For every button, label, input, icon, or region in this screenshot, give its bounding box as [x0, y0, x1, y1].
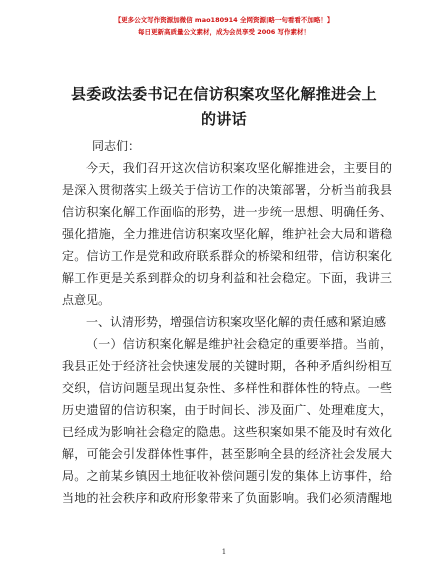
document-title	[56, 82, 392, 132]
paragraph-line: 强化措施，全力推进信访积案攻坚化解，维护社会大局和谐稳	[62, 227, 392, 241]
paragraph-line: 已经成为影响社会稳定的隐患。这些积案如果不能及时有效化	[62, 425, 392, 439]
paragraph-line: 定。信访工作是党和政府联系群众的桥梁和纽带，信访积案化	[62, 249, 392, 263]
paragraph-line: 点意见。	[62, 293, 111, 307]
page-number: 1	[221, 548, 227, 556]
paragraph-line: 解，可能会引发群体性事件，甚至影响全县的经济社会发展大	[62, 447, 392, 461]
paragraph-line: 我县正处于经济社会快速发展的关键时期，各种矛盾纠纷相互	[62, 359, 392, 373]
paragraph-line: 是深入贯彻落实上级关于信访工作的决策部署，分析当前我县	[62, 183, 392, 197]
paragraph-line: 解工作更是关系到群众的切身利益和社会稳定。下面，我讲三	[62, 271, 392, 285]
paragraph-line: （一）信访积案化解是维护社会稳定的重要举措。当前，	[86, 337, 392, 351]
section-heading-1	[62, 311, 392, 333]
promo-banner-line-2: 每日更新高质量公文素材，成为会员享受 2006 写作素材！	[137, 28, 311, 36]
salutation: 同志们：	[92, 139, 141, 153]
paragraph-line: 一、认清形势，增强信访积案攻坚化解的责任感和紧迫感	[86, 315, 387, 329]
paragraph-line: 历史遗留的信访积案，由于时间长、涉及面广、处理难度大，	[62, 403, 392, 417]
paragraph-line: 信访积案化解工作面临的形势，进一步统一思想、明确任务、	[62, 205, 392, 219]
document-title-line-2: 的讲话	[201, 110, 247, 128]
paragraph-line: 交织，信访问题呈现出复杂性、多样性和群体性的特点。一些	[62, 381, 392, 395]
paragraph-line: 当地的社会秩序和政府形象带来了负面影响。我们必须清醒地	[62, 491, 392, 505]
paragraph-intro	[62, 157, 392, 311]
paragraph-line: 局。之前某乡镇因土地征收补偿问题引发的集体上访事件，给	[62, 469, 392, 483]
document-title-line-1: 县委政法委书记在信访积案攻坚化解推进会上	[70, 85, 377, 103]
paragraph-subpoint-1	[62, 333, 392, 509]
promo-banner	[0, 14, 448, 38]
promo-banner-line-1: 【更多公文写作资源加微信 mao180914 全网资源|略一句看看不加略！】	[114, 16, 334, 24]
paragraph-line: 今天，我们召开这次信访积案攻坚化解推进会，主要目的	[86, 161, 392, 175]
